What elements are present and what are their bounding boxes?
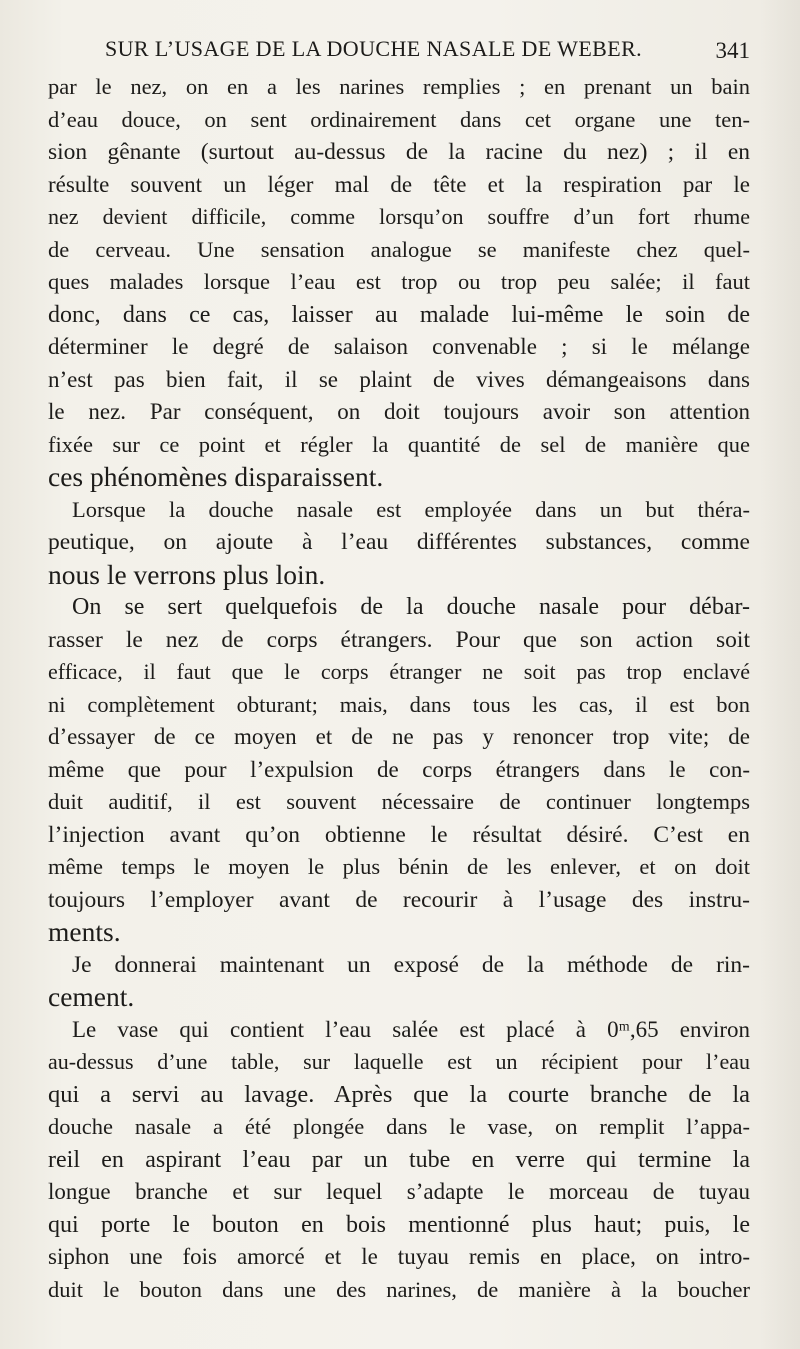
text-line: siphon une fois amorcé et le tuyau remis en place, on intro- — [48, 1244, 750, 1269]
text-line: au-dessus d’une table, sur laquelle est un récipient pour l’eau — [48, 1049, 750, 1074]
text-line: d’essayer de ce moyen et de ne pas y renoncer trop vite; de — [48, 724, 750, 749]
text-line: donc, dans ce cas, laisser au malade lui-même le soin de — [48, 301, 750, 328]
text-line: qui a servi au lavage. Après que la courte branche de la — [48, 1080, 750, 1108]
text-line: déterminer le degré de salaison convenable ; si le mélange — [48, 334, 750, 359]
text-line: l’injection avant qu’on obtienne le résultat désiré. C’est en — [48, 821, 750, 848]
text-line: sion gênante (surtout au-dessus de la racine du nez) ; il en — [48, 139, 750, 165]
text-line: cement. — [48, 981, 135, 1012]
text-line: ques malades lorsque l’eau est trop ou trop peu salée; il faut — [48, 269, 750, 294]
text-line: peutique, on ajoute à l’eau différentes substances, comme — [48, 529, 750, 555]
text-line: duit le bouton dans une des narines, de manière à la boucher — [48, 1276, 750, 1302]
text-line: nous le verrons plus loin. — [48, 558, 326, 590]
text-line: duit auditif, il est souvent nécessaire de continuer longtemps — [48, 789, 750, 814]
text-line: rasser le nez de corps étrangers. Pour que son action soit — [48, 626, 750, 653]
text-line: fixée sur ce point et régler la quantité de sel de manière que — [48, 431, 750, 457]
text-line: résulte souvent un léger mal de tête et la respiration par le — [48, 171, 750, 197]
text-line: même temps le moyen le plus bénin de les enlever, et on doit — [48, 854, 750, 879]
text-line: Le vase qui contient l’eau salée est placé à 0ᵐ,65 environ — [72, 1016, 750, 1042]
text-line: On se sert quelquefois de la douche nasale pour débar- — [72, 594, 750, 620]
running-head-title: SUR L’USAGE DE LA DOUCHE NASALE DE WEBER. — [105, 36, 643, 61]
body-text — [48, 71, 750, 1306]
text-line: ments. — [48, 916, 121, 947]
text-line: Je donnerai maintenant un exposé de la méthode de rin- — [72, 951, 750, 978]
running-head — [105, 36, 750, 70]
text-line: même que pour l’expulsion de corps étrangers dans le con- — [48, 756, 750, 782]
text-line: reil en aspirant l’eau par un tube en verre qui termine la — [48, 1146, 750, 1173]
page-number: 341 — [715, 38, 750, 63]
text-line: efficace, il faut que le corps étranger ne soit pas trop enclavé — [48, 659, 750, 684]
text-line: d’eau douce, on sent ordinairement dans cet organe une ten- — [48, 106, 750, 132]
text-line: toujours l’employer avant de recourir à l’usage des instru- — [48, 886, 750, 913]
text-line: qui porte le bouton en bois mentionné plus haut; puis, le — [48, 1211, 750, 1238]
text-line: de cerveau. Une sensation analogue se manifeste chez quel- — [48, 236, 750, 262]
text-line: ces phénomènes disparaissent. — [48, 461, 384, 492]
text-line: le nez. Par conséquent, on doit toujours avoir son attention — [48, 399, 750, 424]
text-line: par le nez, on en a les narines remplies ; en prenant un bain — [48, 74, 750, 99]
text-line: longue branche et sur lequel s’adapte le morceau de tuyau — [48, 1179, 750, 1204]
page-edge-shadow — [760, 0, 800, 1349]
text-line: douche nasale a été plongée dans le vase, on remplit l’appa- — [48, 1114, 750, 1139]
text-line: nez devient difficile, comme lorsqu’on souffre d’un fort rhume — [48, 204, 750, 229]
text-line: Lorsque la douche nasale est employée dans un but théra- — [72, 496, 750, 522]
text-line: ni complètement obturant; mais, dans tous les cas, il est bon — [48, 691, 750, 717]
text-line: n’est pas bien fait, il se plaint de vives démangeaisons dans — [48, 366, 750, 392]
